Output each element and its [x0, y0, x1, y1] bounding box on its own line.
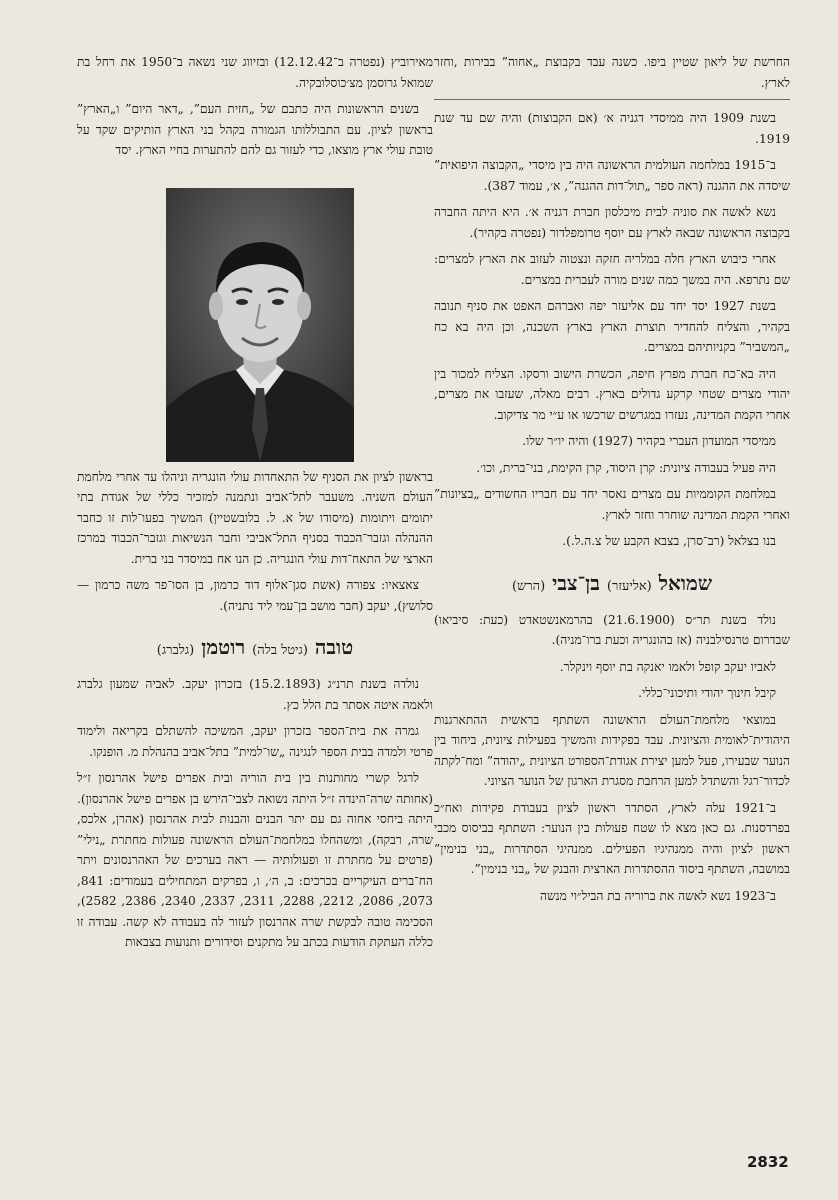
- paragraph: נולדה בשנת תרנ״ג (15.2.1893) בזכרון יעקב. לאביה שמעון גלברג ולאמה איטה אסתר בת הלל כץ.: [77, 677, 433, 712]
- paragraph: ב־1923 נשא לאשה את ברוריה בת הביל״וי מנשה: [539, 888, 776, 903]
- paragraph: ממיסדי המועדון העברי בקהיר (1927) והיה יו״ר שלו.: [522, 434, 776, 448]
- heading-original-name: (הרש): [511, 578, 546, 594]
- paragraph: נולד בשנת תר״ס (21.6.1900) בהרמאנשטאדט (כעת: סיביאו) שבדרום טרנסילבניה (אז בהונגריה וכעת ברו־מניה).: [434, 612, 790, 647]
- heading-last-name: רוטמן: [201, 635, 246, 659]
- paragraph: גמרה את בית־הספר בזכרון יעקב, המשיכה להשתלם בקריאה ולימוד פרטי ולמדה בבית הספר לנגינה „שו־למית” בתל־אביב בהנהלת מ. הופנקו.: [77, 724, 433, 759]
- paragraph: ב־1921 עלה לארץ, הסתדר ראשון לציון בעבודת פקידות ואח״כ בפרדסנות. גם כאן מצא לו שטח פעולות בין הנוער: השתתף בביסוס מכבי ראשון לציון והיה ממנהיגיו הפעילים. ממנהיגי הסתדרות „בני בנימין” במושבה, השתתף ביסוד ההסתדרות הארצית והבנק של „בני בנימין”.: [434, 800, 790, 876]
- paragraph: צאצאיו: צפורה (אשת סגן־אלוף דוד כרמון, בן הסו־פר משה כרמון — סלושץ), יעקב (חבר מושב בן־עמי ליד נתניה).: [77, 578, 433, 613]
- paragraph: אחרי כיבוש הארץ חלה במלריה חזקה ונצטוה לעזוב את הארץ למצרים: שם נתרפא. היה במשך כמה שנים מורה לעברית במצרים.: [434, 252, 790, 287]
- heading-alt-name: (אליעזר): [606, 578, 652, 594]
- heading-last-name: בן־צבי: [552, 570, 600, 595]
- paragraph: נשא לאשה את סוניה לבית מיכלסון חברת דגניה א׳. היא היתה החברה בקבוצה הראשונה שבאה לארץ עם יוסף טרומפלדור (נפטרה בקהיר).: [434, 205, 790, 240]
- paragraph: ב־1915 במלחמה העולמית הראשונה היה בין מיסדי „הקבוצה היפואית” שיסדה את ההגנה (ראה ספר „תול־דות ההגנה”, א׳, עמוד 387).: [434, 158, 790, 193]
- paragraph: בראשון לציון את הסניף של התאחדות עולי הונגריה וניהלו עד אחרי מלחמת העולם השניה. משעבר לתל־אביב ונתמנה למזכיר כללי של אגודת בתי יתומים ויתומות (מיסודו של א. ל. בלובשטיין) המשיך בפעו־לות זו כחבר ההנהלה וגזבר־הכבוד בסניף התל־אביבי וחבר הנשיאות וגזבר־הכבוד במרכז הארצי של התאח־דות עולי הונגריה. כן הנו אח במיסדר בני ברית.: [77, 469, 433, 566]
- right-column: [434, 52, 790, 912]
- paragraph: במלחמת הקוממיות עם מצרים נאסר יחד עם חבריו החשודים „בציונות” ואחרי הקמת המדינה שוחרר וחזר לארץ.: [434, 487, 790, 522]
- person-heading: [434, 570, 790, 600]
- heading-first-name: טובה: [314, 635, 354, 659]
- paragraph: בנו בצלאל (רב־סרן, בצבא הקבע של צ.ה.ל.).: [562, 534, 776, 548]
- paragraph: קיבל חינוך יהודי ותיכוני־כללי.: [638, 686, 776, 700]
- paragraph: היה פעיל בעבודה ציונית: קרן היסוד, קרן הקימת, בני־ברית, וכו׳.: [476, 460, 776, 475]
- paragraph: לרגל קשרי מחותנות בין בית הוריה ובית אפרים פישל אהרנסון ז״ל (אחותה שרה־הינדה ז״ל היתה נשואה לצבי־הירש בן אפרים פישל אהרנסון). היתה ביחסי אחוה גם עם יתר הבנים והבנות לבית אהרנסון (אהרן, אלכס, שרה, רבקה), ומשהחלו במלחמת־העולם הראשונה פעולות מחתרת „נילי” (פרטים על מחתרת זו ופעולותיה — ראה בערכים של האהרנסונים ויתר הח־ברים העיקריים בכרכים: ב, ה׳, ו, בפרקים המתחילים בעמודים: 841, 2073, 2086, 2212, 2288, 2311, 2337, 2340, 2386, 2582), הסכימה טובה לבקשת שרה אהרנסון לעזור לה בעבודה לא קשה. עבודה זו כללה העתקת הודעות בכתב על מתקנים וסידורים ותנועות בצבאות: [77, 771, 434, 949]
- paragraph: בשנת 1927 יסד יחד עם אליעזר יפה ואברהם האפט את סניף תנובה בקהיר, והצליח להחדיר תוצרת הארץ בארץ השכנה, וכן היה בא כח „המשביר” בקניותיהם במצרים.: [434, 299, 790, 354]
- heading-maiden-name: (גלברג): [156, 643, 195, 658]
- paragraph: היה בא־כח חברת מפרץ חיפה, הכשרת הישוב ורסקו. הצליח למכור בין יהודי מצרים שטחי קרקע גדולים בארץ. רבים מאלה, שעזבו את מצרים, אחרי הקמת המדינה, נעזרו במגרשים שרכשו או ע״י מר צדיקוב.: [434, 366, 790, 422]
- paragraph: החרשת של ליאון שטיין ביפו. כשנה עבד בקבוצת „אחוה” בבירות ,וחזר לארץ.: [434, 55, 790, 90]
- paragraph: מאירוביץ (נפטרה ב־12.12.42) ובזיווג שני נשאה ב־1950 את רחל בת שמואל גרוסמן מצ׳כוסלובקיה.: [77, 55, 434, 90]
- portrait-photo: [166, 188, 354, 462]
- person-heading: [77, 634, 433, 664]
- paragraph: בשנים הראשונות היה כתבם של „חזית העם”, „דאר היום” ו„הארץ” בראשון לציון. עם התבוללותו הגמורה בקהל בני הארץ הותיקים שקד על טובת עולי ארץ מוצאו, כדי לעזור גם להם להתערות בחיי הארץ. יסד: [77, 102, 433, 157]
- paragraph: בשנת 1909 היה ממיסדי דגניה א׳ (אם הקבוצות) והיה שם עד שנת 1919.: [434, 111, 790, 146]
- heading-first-name: שמואל: [658, 570, 713, 595]
- portrait-illustration: [166, 188, 354, 462]
- divider: [434, 99, 790, 100]
- page-number: 2832: [747, 1153, 789, 1171]
- heading-alt-name: (גיטל בלה): [252, 643, 308, 658]
- paragraph: לאביו יעקב קופל ולאמו יאנקה בת יוסף וינקלר.: [559, 659, 776, 674]
- paragraph: במוצאי מלחמת־העולם הראשונה השתתף בראשית ההתארגנות היהודית־לאומית והציונית. עבד בפקידות והמשיך בפעילות ציונית, ביחוד בין הנוער שבעירו, פעל למען יצירת אגודת־הספורט הציונית „יהודה” ומח־לקתה לכדור־רגל והשתדל למען הרחבת מסגרת הארגון של הנוער הציוני.: [434, 712, 790, 788]
